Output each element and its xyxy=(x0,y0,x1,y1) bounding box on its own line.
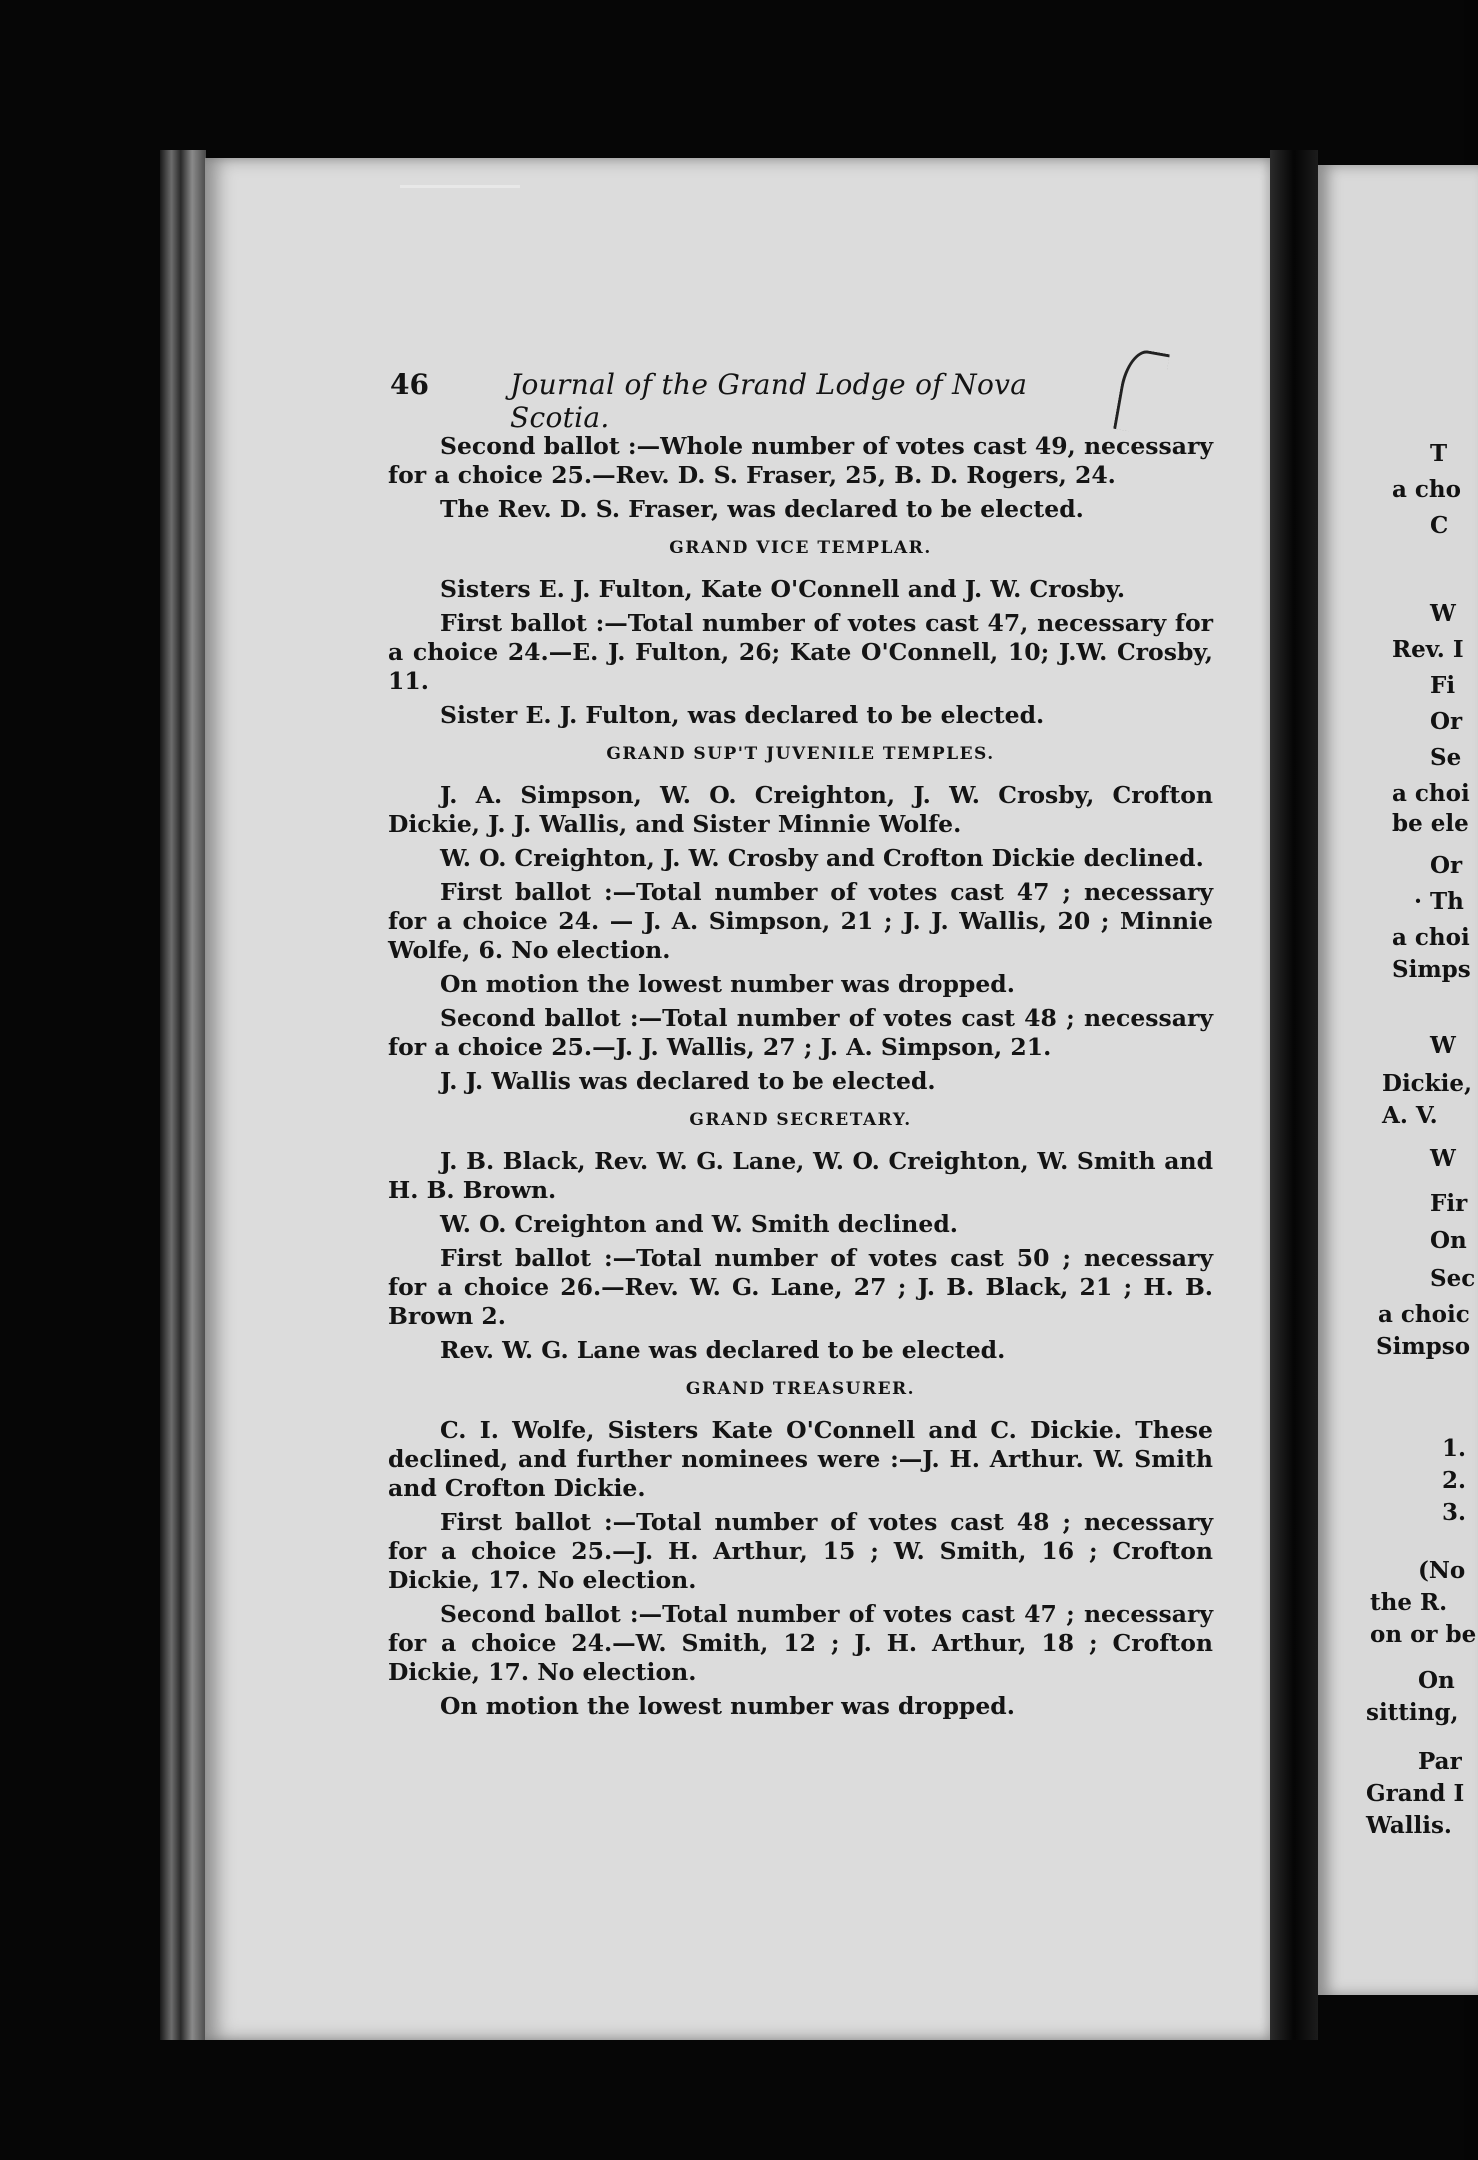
section-heading-secretary: GRAND SECRETARY. xyxy=(689,1110,912,1130)
facing-fragment: sitting, xyxy=(1366,1699,1459,1726)
facing-fragment: 1. xyxy=(1442,1435,1467,1462)
facing-fragment: Fi xyxy=(1430,672,1456,699)
page-scuff xyxy=(400,185,520,188)
paragraph: First ballot :—Total number of votes cast 48 ; necessary for a choice 25.—J. H. Arthur, 15 ; W. Smith, 16 ; Crofton Dickie, 17. No election. xyxy=(388,1508,1213,1594)
paragraph: W. O. Creighton and W. Smith declined. xyxy=(440,1210,958,1238)
paragraph: J. A. Simpson, W. O. Creighton, J. W. Crosby, Crofton Dickie, J. J. Wallis, and Sister Minnie Wolfe. xyxy=(388,781,1213,838)
paragraph: Rev. W. G. Lane was declared to be elected. xyxy=(440,1336,1006,1364)
facing-fragment: a choi xyxy=(1392,924,1470,951)
paragraph: Second ballot :—Whole number of votes cast 49, necessary for a choice 25.—Rev. D. S. Fraser, 25, B. D. Rogers, 24. xyxy=(388,432,1213,489)
facing-fragment: Simps xyxy=(1392,956,1471,983)
paragraph: First ballot :—Total number of votes cast 50 ; necessary for a choice 26.—Rev. W. G. Lane, 27 ; J. B. Black, 21 ; H. B. Brown 2. xyxy=(388,1244,1213,1330)
paragraph: The Rev. D. S. Fraser, was declared to be elected. xyxy=(440,495,1084,523)
facing-fragment: C xyxy=(1430,512,1449,539)
facing-fragment: Fir xyxy=(1430,1190,1468,1217)
facing-fragment: Or xyxy=(1430,708,1463,735)
page-header xyxy=(390,368,1110,434)
facing-fragment: a choi xyxy=(1392,780,1470,807)
facing-fragment: W xyxy=(1430,1032,1456,1059)
facing-fragment: a choic xyxy=(1378,1301,1470,1328)
book-binding-edge xyxy=(160,150,206,2040)
facing-fragment: Se xyxy=(1430,744,1462,771)
paragraph: On motion the lowest number was dropped. xyxy=(440,970,1015,998)
facing-fragment: · Th xyxy=(1414,888,1464,915)
facing-fragment: W xyxy=(1430,1145,1456,1172)
paragraph: C. I. Wolfe, Sisters Kate O'Connell and C. Dickie. These declined, and further nominees were :—J. H. Arthur. W. Smith and Crofton Dickie. xyxy=(388,1416,1213,1502)
section-heading-treasurer: GRAND TREASURER. xyxy=(685,1379,916,1399)
facing-fragment: (No xyxy=(1418,1557,1466,1584)
facing-fragment: Or xyxy=(1430,852,1463,879)
facing-fragment: the R. xyxy=(1370,1589,1448,1616)
running-head: Journal of the Grand Lodge of Nova Scotia. xyxy=(510,368,1028,434)
facing-fragment: On xyxy=(1418,1667,1455,1694)
paragraph: J. J. Wallis was declared to be elected. xyxy=(440,1067,936,1095)
facing-fragment: Dickie, xyxy=(1382,1070,1473,1097)
facing-fragment: a cho xyxy=(1392,476,1461,503)
paragraph: On motion the lowest number was dropped. xyxy=(440,1692,1015,1720)
paragraph: W. O. Creighton, J. W. Crosby and Crofton Dickie declined. xyxy=(440,844,1204,872)
facing-fragment: 3. xyxy=(1442,1499,1467,1526)
facing-fragment: W xyxy=(1430,600,1456,627)
facing-fragment: on or be xyxy=(1370,1621,1477,1648)
paragraph: Second ballot :—Total number of votes cast 48 ; necessary for a choice 25.—J. J. Wallis, 27 ; J. A. Simpson, 21. xyxy=(388,1004,1213,1061)
facing-fragment: 2. xyxy=(1442,1467,1467,1494)
paragraph: First ballot :—Total number of votes cast 47, necessary for a choice 24.—E. J. Fulton, 26; Kate O'Connell, 10; J.W. Crosby, 11. xyxy=(388,609,1213,695)
paragraph: Sister E. J. Fulton, was declared to be elected. xyxy=(440,701,1045,729)
facing-fragment: Rev. I xyxy=(1392,636,1464,663)
book-gutter xyxy=(1270,150,1318,2040)
facing-fragment: Sec xyxy=(1430,1265,1476,1292)
paragraph: Sisters E. J. Fulton, Kate O'Connell and J. W. Crosby. xyxy=(440,575,1125,603)
paragraph: First ballot :—Total number of votes cast 47 ; necessary for a choice 24. — J. A. Simpson, 21 ; J. J. Wallis, 20 ; Minnie Wolfe, 6. No election. xyxy=(388,878,1213,964)
facing-fragment: Simpso xyxy=(1376,1333,1471,1360)
page-number: 46 xyxy=(390,368,429,401)
facing-fragment: On xyxy=(1430,1227,1467,1254)
facing-fragment: T xyxy=(1430,440,1448,467)
paragraph: Second ballot :—Total number of votes cast 47 ; necessary for a choice 24.—W. Smith, 12 ; J. H. Arthur, 18 ; Crofton Dickie, 17. No election. xyxy=(388,1600,1213,1686)
facing-fragment: be ele xyxy=(1392,810,1469,837)
page-body-text xyxy=(388,432,1213,1726)
facing-fragment: Grand I xyxy=(1366,1780,1465,1807)
facing-fragment: Wallis. xyxy=(1366,1812,1452,1839)
facing-fragment: Par xyxy=(1418,1748,1462,1775)
facing-fragment: A. V. xyxy=(1382,1102,1438,1129)
section-heading-juvenile-temples: GRAND SUP'T JUVENILE TEMPLES. xyxy=(606,744,995,764)
section-heading-vice-templar: GRAND VICE TEMPLAR. xyxy=(669,538,932,558)
paragraph: J. B. Black, Rev. W. G. Lane, W. O. Creighton, W. Smith and H. B. Brown. xyxy=(388,1147,1213,1204)
